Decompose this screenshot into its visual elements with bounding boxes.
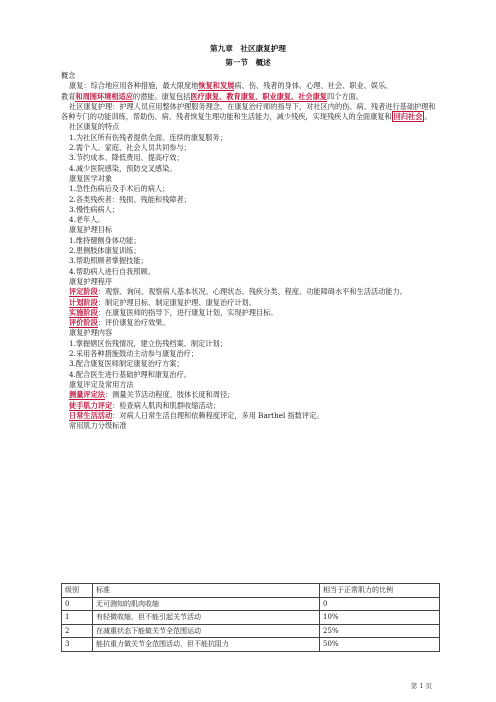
- assessment-heading: 康复评定及常用方法: [69, 379, 134, 389]
- table-row: [62, 611, 440, 625]
- table-cell: 25%: [320, 624, 440, 638]
- list-item: 2.各类残疾者：残损、残能和残障者；: [69, 194, 191, 204]
- list-item: 1.为社区所有伤残者提供全面、连续的康复服务；: [69, 132, 227, 142]
- table-header-cell: 级别: [62, 584, 93, 598]
- list-item: 2.采用各种措施鼓动主动参与康复治疗；: [69, 349, 199, 359]
- list-item: 1.维持健侧身体功能；: [69, 235, 141, 245]
- rehab-definition-line2: 教育和周围环境相适应的潜能。康复包括医疗康复、教育康复、职业康复、社会康复四个方面。: [61, 91, 363, 101]
- page-number: 第 1 页: [410, 682, 432, 690]
- table-cell: 能抗重力做关节全范围活动，但不能抗阻力: [93, 638, 320, 652]
- list-item: 4.老年人。: [69, 215, 105, 225]
- list-item: 1.掌握辖区伤残情况，建立伤残档案、制定计划；: [69, 338, 227, 348]
- features-heading: 社区康复的特点: [69, 122, 120, 132]
- document-body: [61, 71, 440, 431]
- highlight-recover: 恢复和发展: [198, 81, 235, 91]
- table-cell: 10%: [320, 611, 440, 625]
- table-cell: 无可测知的肌肉收缩: [93, 597, 320, 611]
- table-cell: 3: [62, 638, 93, 652]
- procedure-step-evaluate: 评价阶段：评价康复治疗效果。: [69, 318, 170, 328]
- step-label: 计划阶段: [69, 297, 98, 307]
- method-muscle-test: 徒手肌力评定：检查病人肌肉和肌群收缩活动；: [69, 400, 220, 410]
- method-measure: 测量评定法：测量关节活动程度、肢体长度和周径；: [69, 390, 235, 400]
- method-label: 测量评定法: [69, 390, 105, 400]
- list-item: 3.节约成本、降低费用、提高疗效；: [69, 153, 184, 163]
- list-item: 3.配合康复医师制定康复治疗方案；: [69, 359, 184, 369]
- table-cell: 0: [320, 597, 440, 611]
- table-header-cell: 相当于正常肌力的比例: [320, 584, 440, 598]
- targets-heading: 康复医学对象: [69, 173, 113, 183]
- step-label: 评价阶段: [69, 318, 98, 328]
- content-heading: 康复护理内容: [69, 328, 113, 338]
- table-caption: 常用肌力分级标准: [69, 421, 127, 431]
- list-item: 4.配合医生进行基础护理和康复治疗。: [69, 369, 191, 379]
- table-row: [62, 638, 440, 652]
- highlight-four-aspects: 医疗康复、教育康复、职业康复、社会康复: [190, 91, 327, 101]
- community-rehab-definition: 社区康复护理：护理人员应用整体护理服务理念，在康复治疗师的指导下，对社区内的伤、病、残者进行基础护理和各种专门的功能训练，帮助伤、病、残者恢复生理功能和生活能力，减少残疾，实现残疾人的全面康复和 回归社会 。: [61, 101, 436, 122]
- list-item: 3.慢性病病人；: [69, 204, 119, 214]
- list-item: 1.急性伤病后及手术后的病人；: [69, 184, 170, 194]
- table-cell: 有轻微收缩，但不能引起关节活动: [93, 611, 320, 625]
- list-item: 2.患侧肢体康复训练；: [69, 246, 141, 256]
- section-title: 第一节 概述: [225, 58, 271, 67]
- goals-heading: 康复护理目标: [69, 225, 113, 235]
- table-row: [62, 624, 440, 638]
- method-adl: 日常生活活动：对病人日常生活自理和依赖程度评定，多用 Barthel 指数评定。: [69, 410, 324, 420]
- method-label: 徒手肌力评定: [69, 400, 113, 410]
- table-cell: 2: [62, 624, 93, 638]
- table-cell: 在减重状态下能做关节全范围运动: [93, 624, 320, 638]
- chapter-title: 第九章 社区康复护理: [210, 44, 286, 53]
- procedure-step-assess: 评定阶段：观察、询问、观察病人基本状况、心理状态、残疾分类、程度、功能障碍水平和生活活动能力。: [69, 287, 407, 297]
- step-label: 评定阶段: [69, 287, 98, 297]
- list-item: 2.需个人、家庭、社会人员共同参与；: [69, 143, 191, 153]
- highlight-return-society: 回归社会: [393, 112, 423, 122]
- procedure-step-implement: 实施阶段：在康复医师的指导下，进行康复计划，实现护理目标。: [69, 307, 278, 317]
- method-label: 日常生活活动: [69, 410, 113, 420]
- rehab-definition-line1: 康复：综合地应用各种措施，最大限度地恢复和发展病、伤、残者的身体、心理、社会、职业、娱乐、: [69, 81, 393, 91]
- table-cell: 0: [62, 597, 93, 611]
- table-cell: 50%: [320, 638, 440, 652]
- table-cell: 1: [62, 611, 93, 625]
- list-item: 3.帮助照顾者掌握技能；: [69, 256, 148, 266]
- procedure-step-plan: 计划阶段：制定护理目标、制定康复护理、康复治疗计划。: [69, 297, 256, 307]
- table-header-cell: 标准: [93, 584, 320, 598]
- highlight-adapt: 和周围环境相适应: [75, 91, 133, 101]
- table-header-row: [62, 584, 440, 598]
- step-label: 实施阶段: [69, 307, 98, 317]
- list-item: 4.帮助病人进行自我照顾。: [69, 266, 155, 276]
- overview-heading: 概念: [61, 71, 76, 80]
- list-item: 4.减少医院感染，预防交叉感染。: [69, 163, 177, 173]
- table-row: [62, 597, 440, 611]
- procedure-heading: 康复护理程序: [69, 276, 113, 286]
- muscle-strength-table: [61, 583, 440, 652]
